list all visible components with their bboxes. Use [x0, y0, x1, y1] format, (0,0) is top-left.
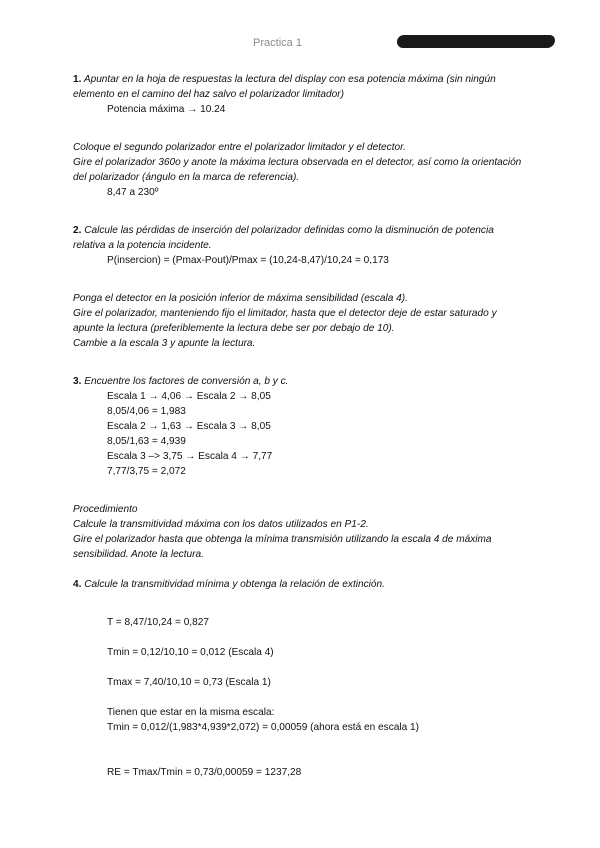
question-1-number: 1. — [73, 74, 82, 85]
question-4-number: 4. — [73, 579, 82, 590]
conversion-line: 7,77/3,75 = 2,072 — [107, 466, 186, 477]
instruction-rotate-polarizer: Gire el polarizador 360o y anote la máxima lectura observada en el detector, así como la orientación del polarizador (ángulo en la marca de referencia). — [73, 157, 522, 183]
reading-answer: 8,47 a 230º — [107, 187, 159, 198]
instruction-change-scale: Cambie a la escala 3 y apunte la lectura. — [73, 338, 256, 349]
question-1-answer: Potencia máxima → 10.24 — [107, 104, 226, 115]
question-1-text: Apuntar en la hoja de respuestas la lectura del display con esa potencia máxima (sin ningún elemento en el camino del haz salvo el polarizador limitador) — [73, 74, 496, 100]
question-3-number: 3. — [73, 376, 82, 387]
question-4 — [73, 577, 528, 592]
page-header-title: Practica 1 — [253, 37, 302, 49]
question-3 — [73, 374, 528, 389]
document-body — [73, 72, 528, 780]
conversion-line: Escala 1 → 4,06 → Escala 2 → 8,05 — [107, 391, 271, 402]
conversion-line: Escala 3 –> 3,75 → Escala 4 → 7,77 — [107, 451, 273, 462]
procedure-step-2: Gire el polarizador hasta que obtenga la mínima transmisión utilizando la escala 4 de máxima sensibilidad. Anote la lectura. — [73, 534, 492, 560]
transmittance-max-value: T = 8,47/10,24 = 0,827 — [107, 617, 209, 628]
question-2-answer: P(insercion) = (Pmax-Pout)/Pmax = (10,24-8,47)/10,24 = 0,173 — [107, 255, 389, 266]
tmax-value: Tmax = 7,40/10,10 = 0,73 (Escala 1) — [107, 677, 271, 688]
conversion-line: Escala 2 → 1,63 → Escala 3 → 8,05 — [107, 421, 271, 432]
procedure-step-1: Calcule la transmitividad máxima con los datos utilizados en P1-2. — [73, 519, 369, 530]
instruction-detector-position: Ponga el detector en la posición inferior de máxima sensibilidad (escala 4). — [73, 293, 408, 304]
conversion-line: 8,05/1,63 = 4,939 — [107, 436, 186, 447]
question-3-text: Encuentre los factores de conversión a, b y c. — [81, 376, 289, 387]
instruction-second-polarizer: Coloque el segundo polarizador entre el polarizador limitador y el detector. — [73, 142, 406, 153]
question-1 — [73, 72, 528, 102]
conversion-line: 8,05/4,06 = 1,983 — [107, 406, 186, 417]
tmin-converted-value: Tmin = 0,012/(1,983*4,939*2,072) = 0,00059 (ahora está en escala 1) — [107, 722, 419, 733]
instruction-rotate-limiter: Gire el polarizador, manteniendo fijo el limitador, hasta que el detector deje de estar saturado y apunte la lectura (preferiblemente la lectura debe ser por debajo de 10). — [73, 308, 497, 334]
question-2 — [73, 223, 528, 253]
extinction-ratio-value: RE = Tmax/Tmin = 0,73/0,00059 = 1237,28 — [107, 767, 302, 778]
question-2-number: 2. — [73, 225, 82, 236]
procedure-title: Procedimiento — [73, 504, 138, 515]
question-4-text: Calcule la transmitividad mínima y obtenga la relación de extinción. — [81, 579, 385, 590]
same-scale-note: Tienen que estar en la misma escala: — [107, 707, 275, 718]
redacted-name-mark — [397, 35, 555, 48]
tmin-value: Tmin = 0,12/10,10 = 0,012 (Escala 4) — [107, 647, 274, 658]
question-2-text: Calcule las pérdidas de inserción del polarizador definidas como la disminución de potencia relativa a la potencia incidente. — [73, 225, 494, 251]
